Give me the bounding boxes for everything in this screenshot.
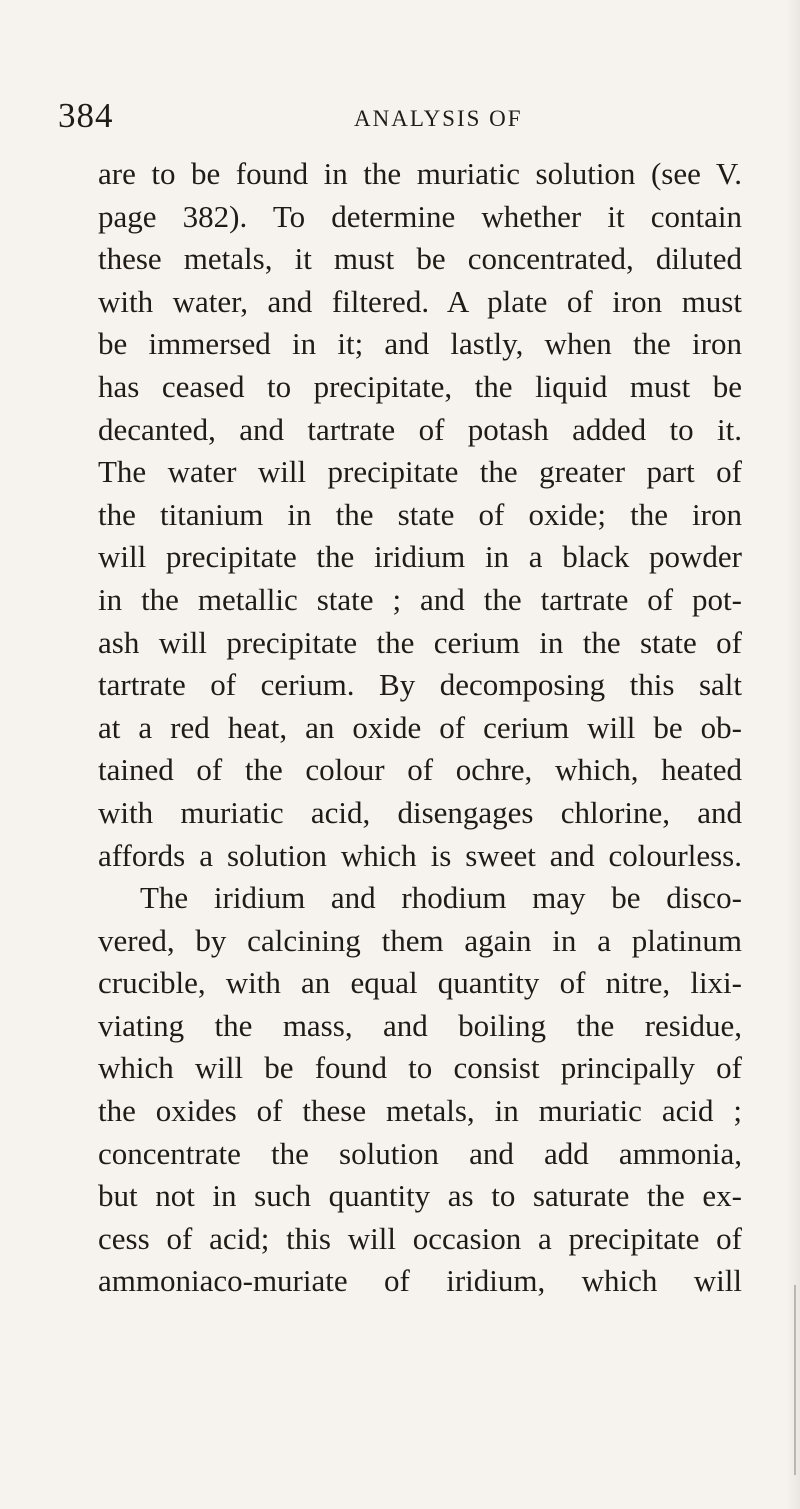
text-line: ammoniaco-muriate of iridium, which will <box>98 1263 742 1299</box>
text-line: vered, by calcining them again in a platinum <box>98 922 742 958</box>
text-line: affords a solution which is sweet and colourless. <box>98 837 742 873</box>
text-line: The water will precipitate the greater part of <box>98 454 742 490</box>
text-line: viating the mass, and boiling the residue, <box>98 1007 742 1043</box>
body-text <box>98 153 742 1303</box>
text-line: will precipitate the iridium in a black powder <box>98 539 742 575</box>
text-line: the titanium in the state of oxide; the iron <box>98 496 742 532</box>
text-line: decanted, and tartrate of potash added to it. <box>98 411 742 447</box>
text-line: concentrate the solution and add ammonia, <box>98 1135 742 1171</box>
running-title: ANALYSIS OF <box>354 106 523 131</box>
text-line: cess of acid; this will occasion a precipitate of <box>98 1220 742 1256</box>
paragraph-first-line: The iridium and rhodium may be disco- <box>140 880 742 916</box>
text-line: but not in such quantity as to saturate the ex- <box>98 1178 742 1214</box>
text-line: tartrate of cerium. By decomposing this salt <box>98 667 742 703</box>
text-line: these metals, it must be concentrated, diluted <box>98 241 742 277</box>
text-line: page 382). To determine whether it contain <box>98 198 742 234</box>
page-number: 384 <box>58 96 114 135</box>
text-line: are to be found in the muriatic solution (see V. <box>98 156 742 191</box>
page-edge-shadow <box>786 0 800 1509</box>
text-line: with muriatic acid, disengages chlorine, and <box>98 794 742 830</box>
text-line: with water, and filtered. A plate of iron must <box>98 283 742 319</box>
text-line: tained of the colour of ochre, which, heated <box>98 752 742 788</box>
text-line: has ceased to precipitate, the liquid must be <box>98 368 742 404</box>
running-head <box>58 96 738 140</box>
text-line: at a red heat, an oxide of cerium will be ob- <box>98 709 742 745</box>
text-line: which will be found to consist principally of <box>98 1050 742 1086</box>
text-line: crucible, with an equal quantity of nitre, lixi- <box>98 965 742 1001</box>
text-line: be immersed in it; and lastly, when the iron <box>98 326 742 362</box>
text-line: in the metallic state ; and the tartrate of pot- <box>98 581 742 617</box>
page-edge-mark <box>794 1285 796 1475</box>
text-line: ash will precipitate the cerium in the state of <box>98 624 742 660</box>
text-line: the oxides of these metals, in muriatic acid ; <box>98 1093 742 1129</box>
